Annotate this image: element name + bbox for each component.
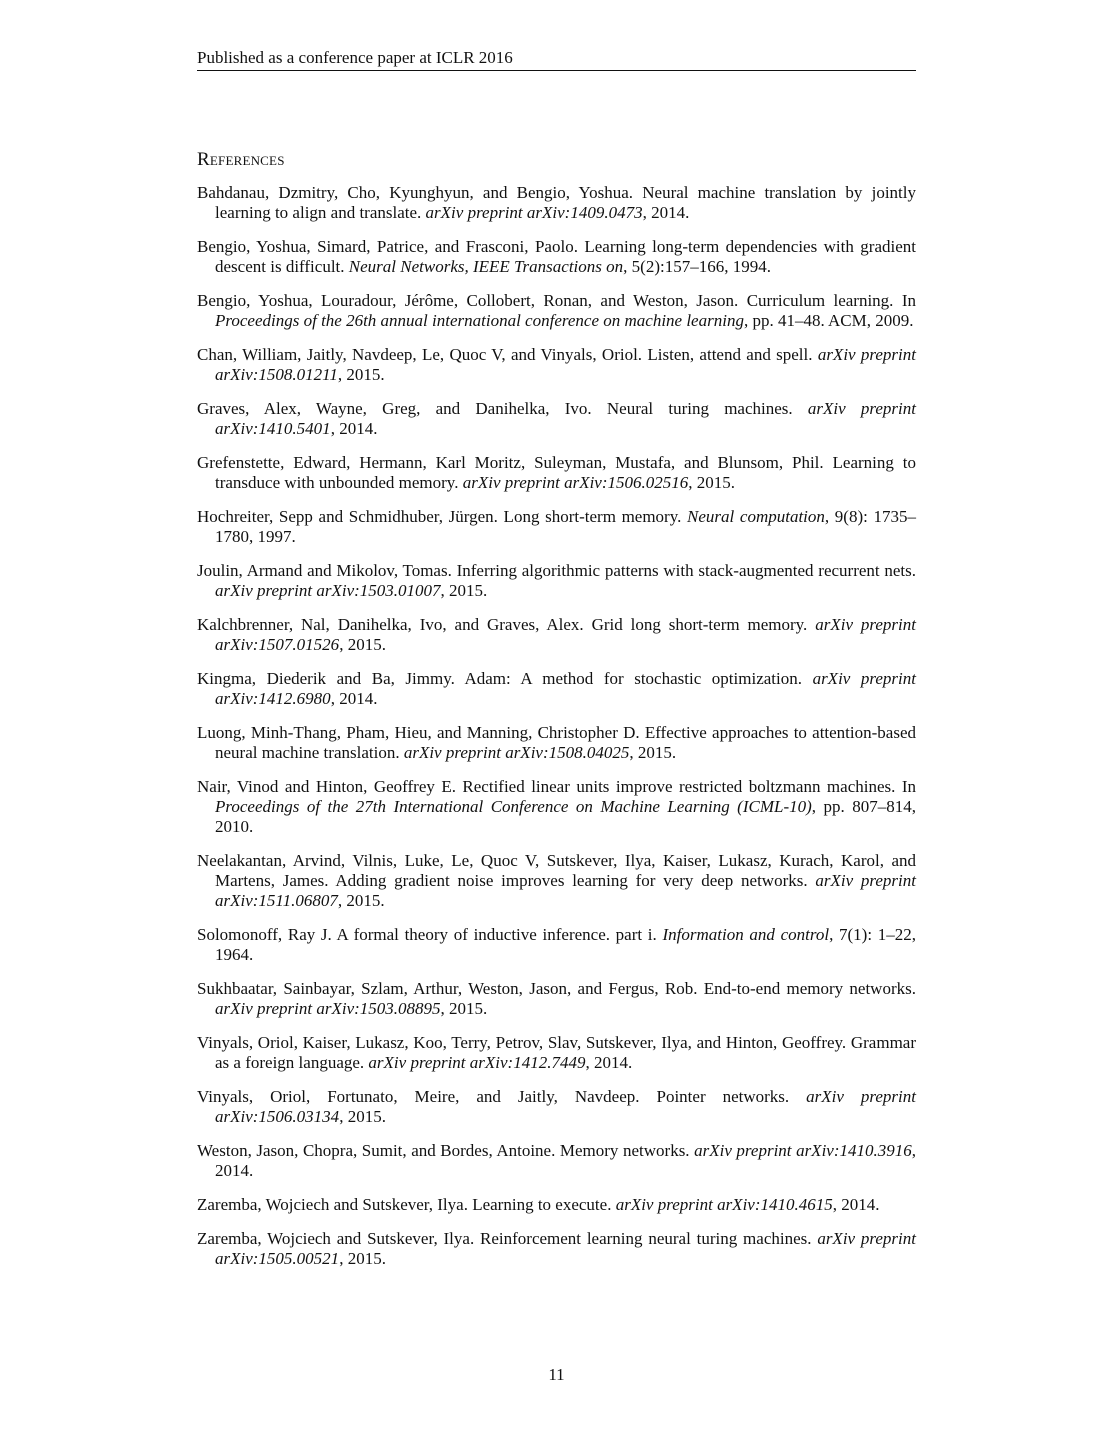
reference-venue: arXiv preprint arXiv:1506.02516 xyxy=(462,473,689,492)
reference-item xyxy=(197,851,916,911)
reference-item xyxy=(197,723,916,763)
reference-text: Weston, Jason, Chopra, Sumit, and Bordes, Antoine. Memory networks. xyxy=(197,1141,695,1160)
reference-venue: arXiv preprint arXiv:1508.04025 xyxy=(403,743,630,762)
reference-text: Bengio, Yoshua, Simard, Patrice, and Frasconi, Paolo. Learning long-term dependencies with gradient descent is difficult. xyxy=(197,237,916,276)
reference-text: Bengio, Yoshua, Louradour, Jérôme, Collobert, Ronan, and Weston, Jason. Curriculum learning. In xyxy=(197,291,916,310)
reference-text: Nair, Vinod and Hinton, Geoffrey E. Rectified linear units improve restricted boltzmann machines. In xyxy=(197,777,916,796)
reference-text: Joulin, Armand and Mikolov, Tomas. Inferring algorithmic patterns with stack-augmented recurrent nets. xyxy=(197,561,916,580)
reference-details: , 2014. xyxy=(330,419,378,438)
reference-details: , 2015. xyxy=(688,473,736,492)
reference-venue: Information and control xyxy=(662,925,830,944)
reference-details: , 2014. xyxy=(585,1053,633,1072)
reference-venue: arXiv preprint arXiv:1410.4615 xyxy=(615,1195,833,1214)
reference-details: , pp. 41–48. ACM, 2009. xyxy=(743,311,914,330)
running-header: Published as a conference paper at ICLR 2016 xyxy=(197,47,916,71)
reference-text: Kingma, Diederik and Ba, Jimmy. Adam: A method for stochastic optimization. xyxy=(197,669,813,688)
reference-item xyxy=(197,561,916,601)
reference-venue: Neural Networks, IEEE Transactions on xyxy=(348,257,624,276)
reference-venue: arXiv preprint arXiv:1503.08895 xyxy=(215,999,441,1018)
reference-item xyxy=(197,291,916,331)
reference-item xyxy=(197,1033,916,1073)
reference-venue: arXiv preprint arXiv:1506.03134 xyxy=(215,1087,916,1126)
reference-details: , 2015. xyxy=(337,365,385,384)
reference-details: , 2015. xyxy=(629,743,677,762)
reference-venue: arXiv preprint arXiv:1507.01526 xyxy=(215,615,916,654)
reference-text: Graves, Alex, Wayne, Greg, and Danihelka, Ivo. Neural turing machines. xyxy=(197,399,808,418)
reference-venue: Proceedings of the 26th annual international conference on machine learning xyxy=(215,311,744,330)
reference-item xyxy=(197,1087,916,1127)
reference-item xyxy=(197,925,916,965)
reference-text: Luong, Minh-Thang, Pham, Hieu, and Manning, Christopher D. Effective approaches to attention-based neural machine translation. xyxy=(197,723,916,762)
reference-text: Grefenstette, Edward, Hermann, Karl Moritz, Suleyman, Mustafa, and Blunsom, Phil. Learning to transduce with unbounded memory. xyxy=(197,453,916,492)
reference-text: Hochreiter, Sepp and Schmidhuber, Jürgen. Long short-term memory. xyxy=(197,507,688,526)
reference-details: , 2014. xyxy=(832,1195,880,1214)
reference-venue: arXiv preprint arXiv:1412.7449 xyxy=(368,1053,586,1072)
reference-text: Zaremba, Wojciech and Sutskever, Ilya. Reinforcement learning neural turing machines. xyxy=(197,1229,818,1248)
page-number: 11 xyxy=(548,1365,565,1384)
reference-item xyxy=(197,669,916,709)
reference-details: , 7(1): 1–22, 1964. xyxy=(215,925,917,964)
reference-item xyxy=(197,399,916,439)
reference-details: , 2015. xyxy=(337,891,385,910)
reference-item xyxy=(197,615,916,655)
reference-details: , 2015. xyxy=(339,1107,386,1126)
reference-text: Chan, William, Jaitly, Navdeep, Le, Quoc V, and Vinyals, Oriol. Listen, attend and spell. xyxy=(197,345,818,364)
reference-venue: arXiv preprint arXiv:1410.3916 xyxy=(694,1141,912,1160)
reference-venue: arXiv preprint arXiv:1505.00521 xyxy=(215,1229,916,1268)
reference-list xyxy=(197,183,916,1283)
reference-item xyxy=(197,979,916,1019)
reference-item xyxy=(197,1195,916,1215)
reference-venue: arXiv preprint arXiv:1410.5401 xyxy=(215,399,916,438)
reference-item xyxy=(197,507,916,547)
reference-venue: Neural computation xyxy=(687,507,825,526)
reference-details: , 2014. xyxy=(642,203,690,222)
reference-text: Kalchbrenner, Nal, Danihelka, Ivo, and Graves, Alex. Grid long short-term memory. xyxy=(197,615,816,634)
reference-item xyxy=(197,1229,916,1269)
reference-details: , 2015. xyxy=(339,635,386,654)
reference-details: , 2014. xyxy=(330,689,378,708)
paper-page xyxy=(197,0,916,1440)
reference-venue: arXiv preprint arXiv:1508.01211 xyxy=(215,345,916,384)
reference-item xyxy=(197,453,916,493)
reference-details: , 2015. xyxy=(339,1249,386,1268)
reference-text: Sukhbaatar, Sainbayar, Szlam, Arthur, Weston, Jason, and Fergus, Rob. End-to-end memory networks. xyxy=(197,979,916,998)
reference-text: Neelakantan, Arvind, Vilnis, Luke, Le, Quoc V, Sutskever, Ilya, Kaiser, Lukasz, Kurach, Karol, and Martens, James. Adding gradient noise improves learning for very deep networks. xyxy=(197,851,916,890)
reference-details: , 2015. xyxy=(440,581,488,600)
reference-venue: arXiv preprint arXiv:1503.01007 xyxy=(215,581,441,600)
reference-item xyxy=(197,237,916,277)
reference-venue: arXiv preprint arXiv:1409.0473 xyxy=(425,203,643,222)
reference-text: Solomonoff, Ray J. A formal theory of inductive inference. part i. xyxy=(197,925,663,944)
reference-details: , 2014. xyxy=(215,1141,916,1180)
reference-details: , 5(2):157–166, 1994. xyxy=(623,257,771,276)
section-title: References xyxy=(197,149,285,170)
reference-venue: arXiv preprint arXiv:1412.6980 xyxy=(215,669,916,708)
reference-text: Vinyals, Oriol, Kaiser, Lukasz, Koo, Terry, Petrov, Slav, Sutskever, Ilya, and Hinton, Geoffrey. Grammar as a foreign language. xyxy=(197,1033,916,1072)
reference-details: , 2015. xyxy=(440,999,488,1018)
reference-text: Zaremba, Wojciech and Sutskever, Ilya. Learning to execute. xyxy=(197,1195,616,1214)
reference-text: Bahdanau, Dzmitry, Cho, Kyunghyun, and Bengio, Yoshua. Neural machine translation by jointly learning to align and translate. xyxy=(197,183,916,222)
reference-item xyxy=(197,183,916,223)
reference-details: , pp. 807–814, 2010. xyxy=(215,797,916,836)
reference-item xyxy=(197,777,916,837)
reference-text: Vinyals, Oriol, Fortunato, Meire, and Jaitly, Navdeep. Pointer networks. xyxy=(197,1087,807,1106)
reference-venue: arXiv preprint arXiv:1511.06807 xyxy=(215,871,916,910)
reference-venue: Proceedings of the 27th International Conference on Machine Learning (ICML-10) xyxy=(215,797,812,816)
reference-item xyxy=(197,1141,916,1181)
reference-item xyxy=(197,345,916,385)
reference-details: , 9(8): 1735–1780, 1997. xyxy=(215,507,917,546)
